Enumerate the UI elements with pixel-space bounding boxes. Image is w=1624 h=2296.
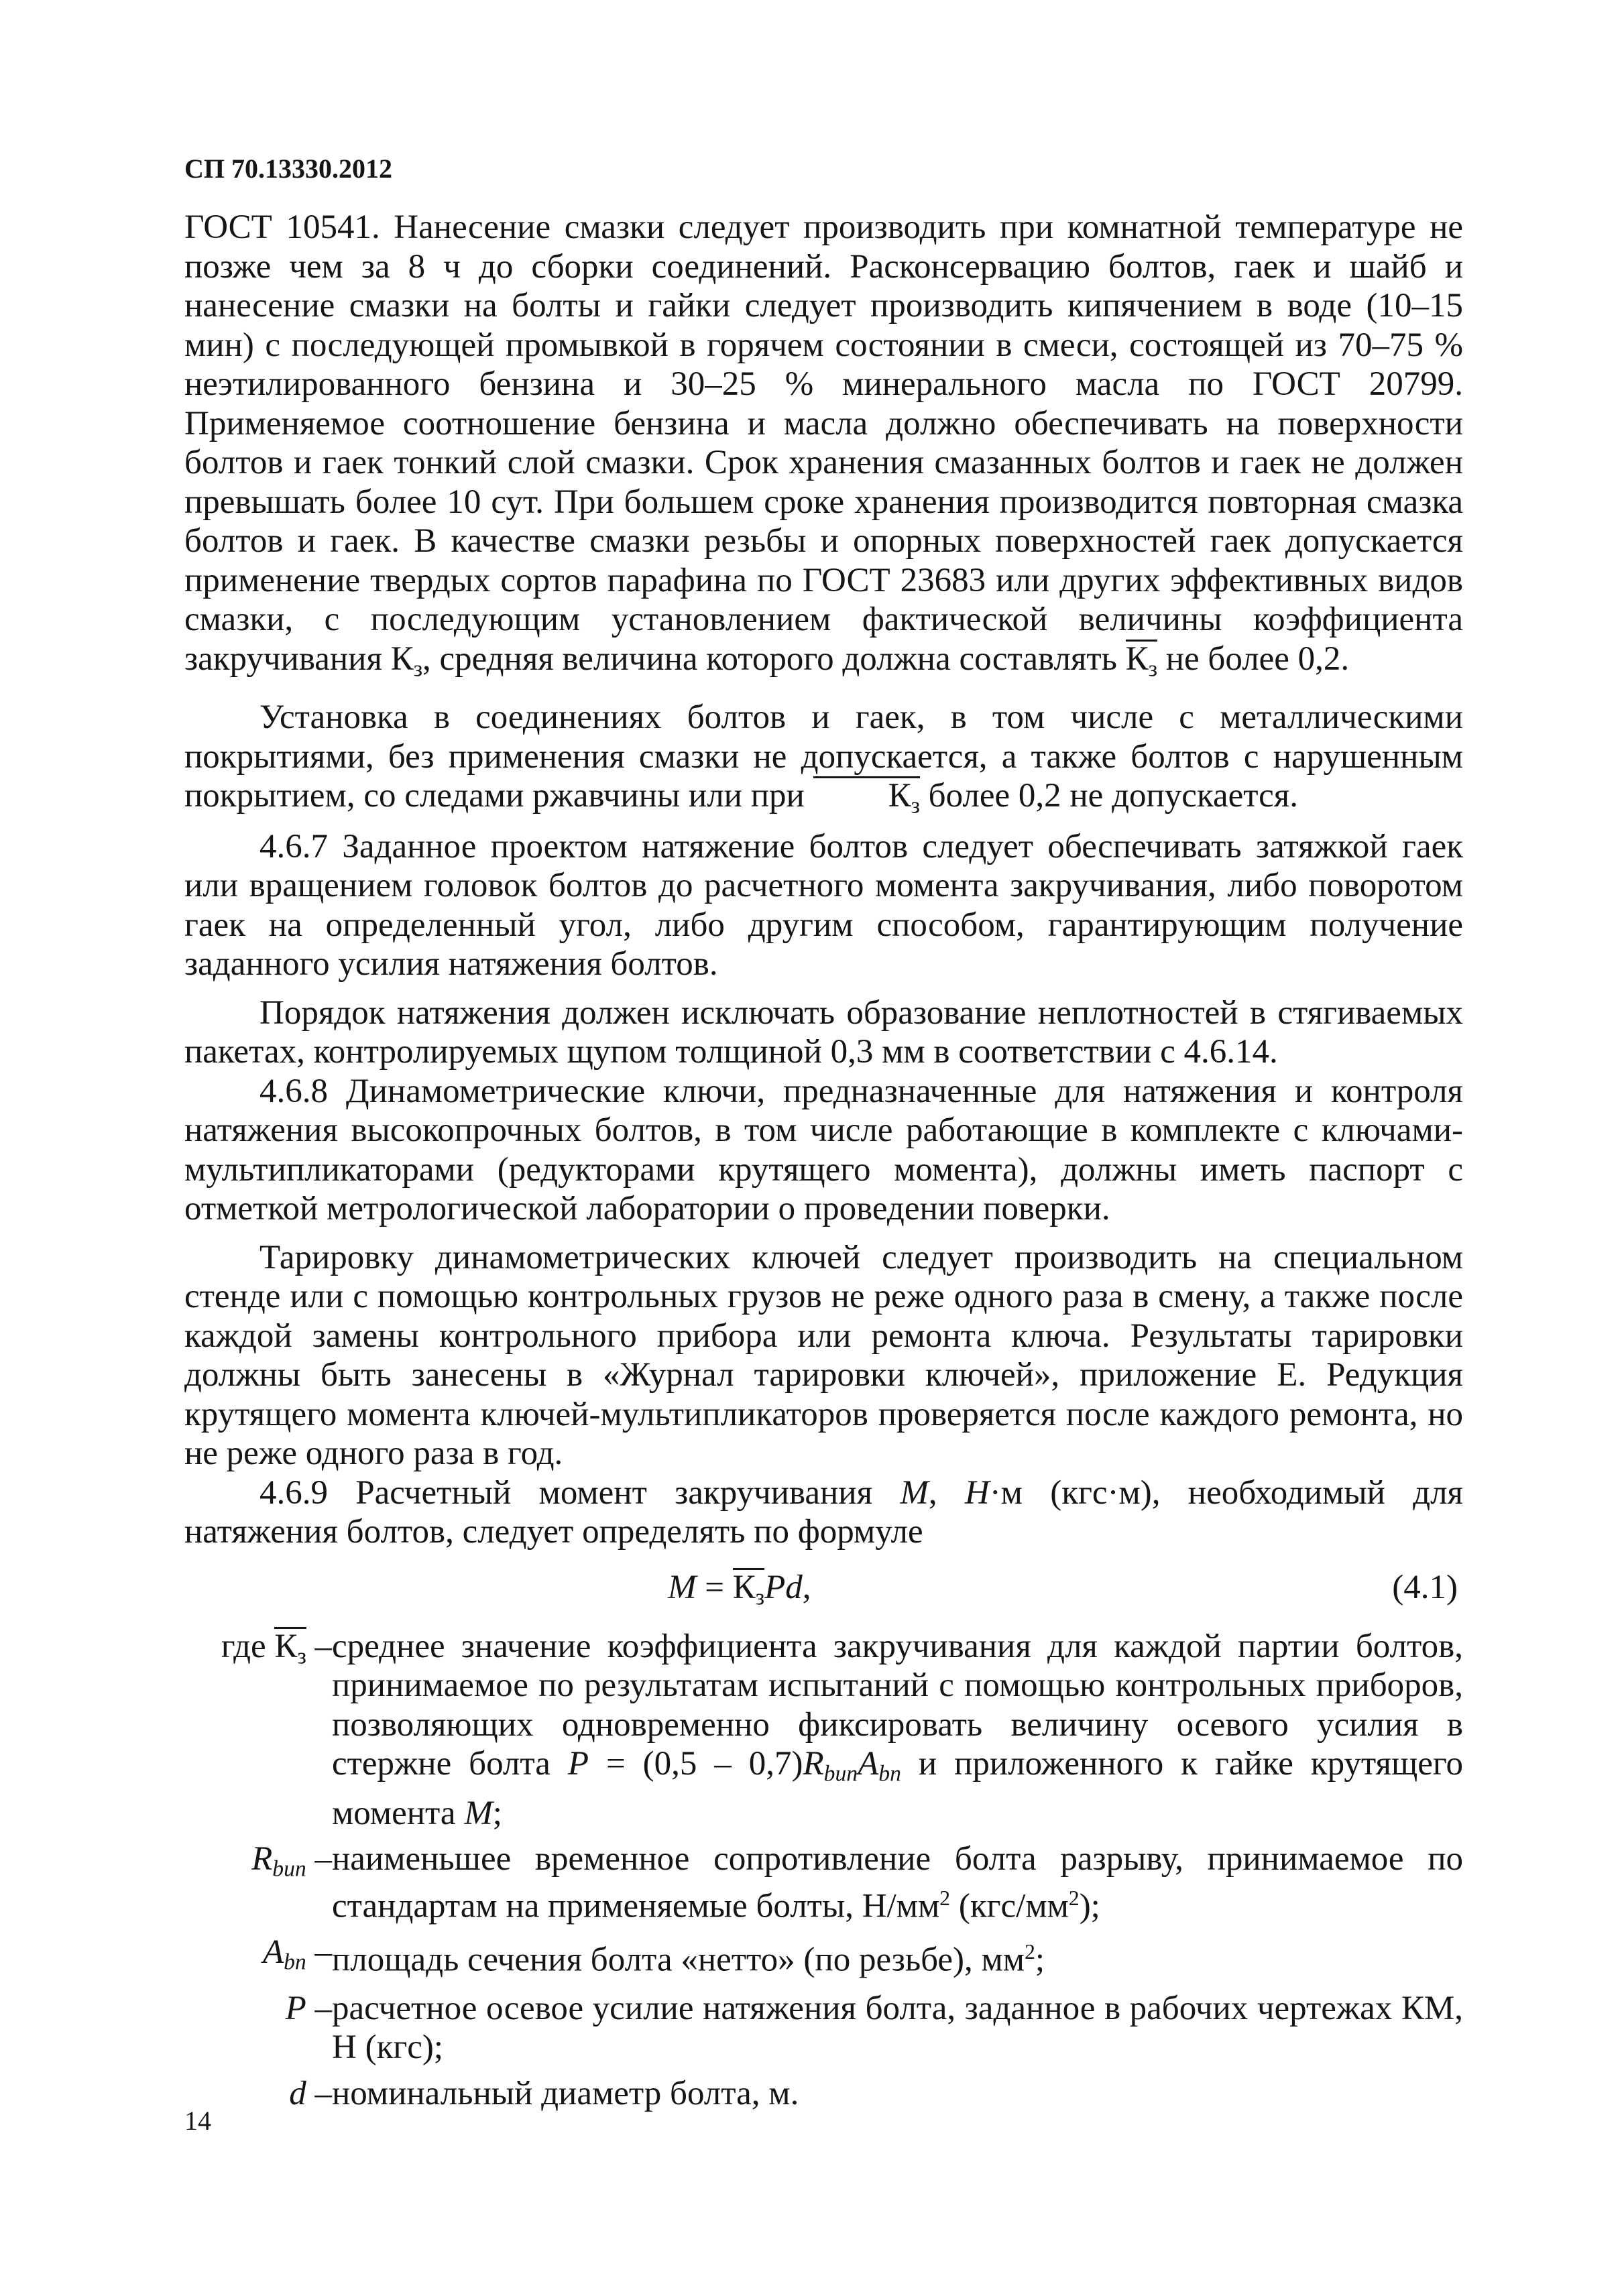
paragraph-4-6-7: 4.6.7 Заданное проектом натяжение болтов следует обеспечивать затяжкой гаек или вращением головок болтов до расчетного момента закручивания, либо поворотом гаек на определенный угол, либо другим способом, гарантирующим получение заданного усилия натяжения болтов. bbox=[184, 827, 1463, 983]
paragraph-tension-order: Порядок натяжения должен исключать образование неплотностей в стягиваемых пакетах, контролируемых щупом толщиной 0,3 мм в соответствии с 4.6.14. bbox=[184, 993, 1463, 1071]
page-number: 14 bbox=[184, 2106, 211, 2136]
paragraph-4-6-8: 4.6.8 Динамометрические ключи, предназначенные для натяжения и контроля натяжения высокопрочных болтов, в том числе работающие в комплекте с ключами-мультипликаторами (редукторами крутящего момента), должны иметь паспорт с отметкой метрологической лаборатории о проведении поверки. bbox=[184, 1072, 1463, 1227]
paragraph-lubrication: ГОСТ 10541. Нанесение смазки следует производить при комнатной температуре не позже чем за 8 ч до сборки соединений. Расконсервацию болтов, гаек и шайб и нанесение смазки на болты и гайки следует производить кипячением в воде (10–15 мин) с последующей промывкой в горячем состоянии в смеси, состоящей из 70–75 % неэтилированного бензина и 30–25 % минерального масла по ГОСТ 20799. Применяемое соотношение бензина и масла должно обеспечивать на поверхности болтов и гаек тонкий слой смазки. Срок хранения смазанных болтов и гаек не должен превышать более 10 сут. При большем сроке хранения производится повторная смазка болтов и гаек. В качестве смазки резьбы и опорных поверхностей гаек допускается применение твердых сортов парафина по ГОСТ 23683 или других эффективных видов смазки, с последующим установлением фактической величины коэффициента закручивания $К_з$, средняя величина которого должна составлять $К_з$ не более 0,2. bbox=[184, 208, 1463, 681]
paragraph-calibration: Тарировку динамометрических ключей следует производить на специальном стенде или с помощью контрольных грузов не реже одного раза в смену, а также после каждой замены контрольного прибора или ремонта ключа. Результаты тарировки должны быть занесены в «Журнал тарировки ключей», приложение Е. Редукция крутящего момента ключей-мультипликаторов проверяется после каждого ремонта, но не реже одного раза в год. bbox=[184, 1238, 1463, 1472]
definition-p: P – расчетное осевое усилие натяжения болта, заданное в рабочих чертежах КМ, Н (кгс); bbox=[285, 1989, 1463, 2067]
definition-abn: $A_{bn}$ – площадь сечения болта «нетто» (по резьбе), $мм^2$; bbox=[262, 1933, 1045, 1979]
definitions-list bbox=[184, 1627, 1463, 2114]
document-code: СП 70.13330.2012 bbox=[184, 154, 392, 184]
formula-4-1 bbox=[184, 1568, 1463, 1612]
k-bar-symbol: $К_з$ bbox=[1125, 640, 1157, 681]
paragraph-4-6-9: 4.6.9 Расчетный момент закручивания M, H·м (кгс·м), необходимый для натяжения болтов, следует определять по формуле bbox=[184, 1473, 1464, 1551]
definition-d: d – номинальный диаметр болта, м. bbox=[289, 2074, 799, 2112]
k-bar-symbol: $К_з$ bbox=[274, 1627, 306, 1669]
equation-number: (4.1) bbox=[1392, 1568, 1458, 1606]
k-bar-symbol: $К_з$ bbox=[732, 1568, 765, 1610]
paragraph-installation: Установка в соединениях болтов и гаек, в том числе с металлическими покрытиями, без применения смазки не допускается, а также болтов с нарушенным покрытием, со следами ржавчины или при $К_з$ более 0,2 не допускается. bbox=[184, 699, 1463, 819]
document-body bbox=[184, 208, 1463, 2113]
formula-expression: $M = К_зPd$, bbox=[668, 1568, 811, 1610]
k-bar-symbol: $К_з$ bbox=[813, 776, 920, 817]
definition-k: где $К_з$ – среднее значение коэффициента закручивания для каждой партии болтов, принимаемое по результатам испытаний с помощью контрольных приборов, позволяющих одновременно фиксировать величину осевого усилия в стержне болта $P = (0,5 - 0,7)R_{bun}A_{bn}$ и приложенного к гайке крутящего момента M; bbox=[221, 1627, 1464, 1832]
definition-rbun: $R_{bun}$ – наименьшее временное сопротивление болта разрыву, принимаемое по стандартам на применяемые болты, $Н/мм^2$ $(кгс/мм^2)$; bbox=[251, 1840, 1463, 1925]
